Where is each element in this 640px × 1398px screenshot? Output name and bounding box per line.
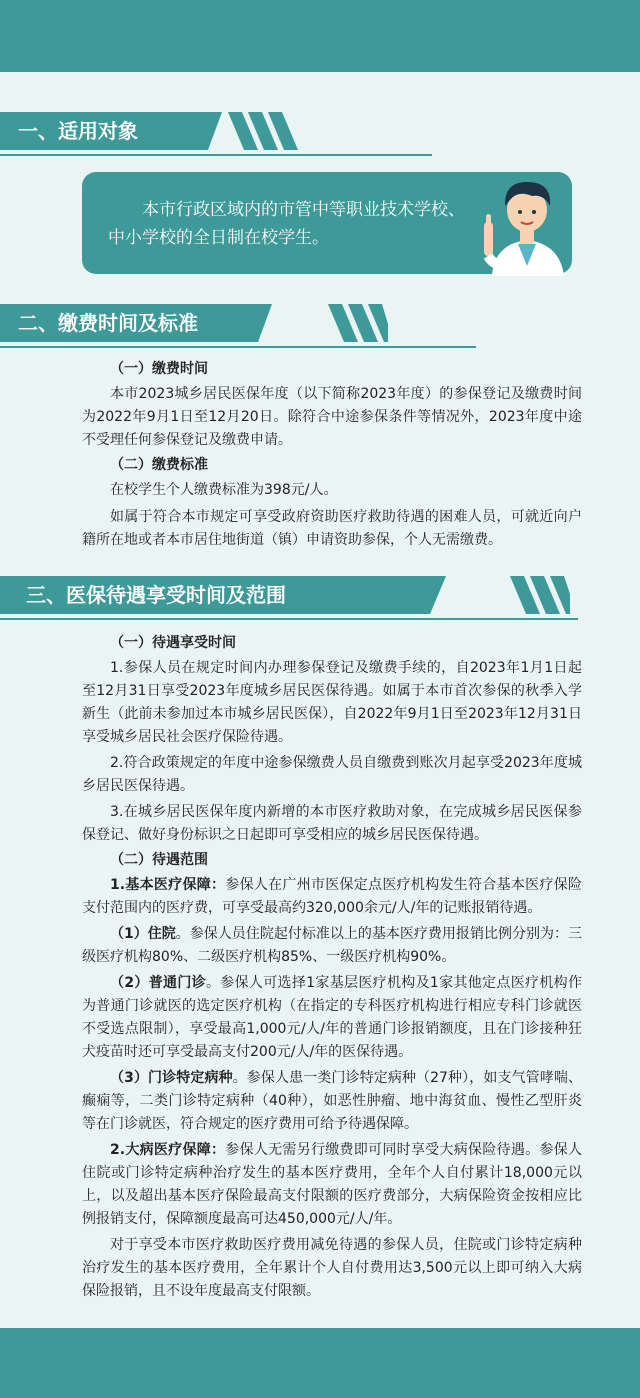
- lead-text: （3）门诊特定病种: [110, 1070, 233, 1086]
- section-2-content: [82, 358, 582, 552]
- section-2-header: [0, 304, 480, 348]
- lead-text: （2）普通门诊: [110, 975, 206, 991]
- paragraph: 在校学生个人缴费标准为398元/人。: [110, 482, 338, 498]
- section-1-underline: [0, 154, 432, 156]
- body-text: 参保人无需另行缴费即可同时享受大病保险待遇。参保人住院或门诊特定病种治疗发生的基本医疗费用，全年个人自付累计18,000元以上，以及超出基本医疗保险最高支付限额的医疗费部分，大病保险资金按相应比例报销支付，保障额度最高可达450,000元/人/年。: [82, 1142, 582, 1227]
- section-3-title: 三、医保待遇享受时间及范围: [0, 576, 420, 614]
- section-3-header: [0, 576, 580, 620]
- body-text: 。参保人员住院起付标准以上的基本医疗费用报销比例分别为：三级医疗机构80%、二级医疗机构85%、一级医疗机构90%。: [82, 926, 582, 965]
- lead-text: （1）住院: [110, 926, 176, 942]
- paragraph: 对于享受本市医疗救助医疗费用减免待遇的参保人员，住院或门诊特定病种治疗发生的基本医疗费用，全年累计个人自付费用达3,500元以上即可纳入大病保险报销，且不设年度最高支付限额。: [82, 1237, 582, 1299]
- paragraph: [82, 1139, 582, 1231]
- stripes-decoration: [248, 304, 388, 342]
- body-text: 。参保人可选择1家基层医疗机构及1家其他定点医疗机构作为普通门诊就医的选定医疗机构（在指定的专科医疗机构进行相应专科门诊就医不受选点限制），享受最高1,000元/人/年的普通门诊报销额度，且在门诊接种狂犬疫苗时还可享受最高支付200元/人/年的医保待遇。: [82, 975, 582, 1060]
- subheading: （一）缴费时间: [110, 361, 208, 377]
- stripes-decoration: [420, 576, 570, 614]
- subheading: （二）缴费标准: [110, 457, 208, 473]
- section-2-title: 二、缴费时间及标准: [0, 304, 248, 342]
- body-text: 。参保人患一类门诊特定病种（27种），如支气管哮喘、癫痫等，二类门诊特定病种（40种），如恶性肿瘤、地中海贫血、慢性乙型肝炎等在门诊就医，符合规定的医疗费用可给予待遇保障。: [82, 1070, 582, 1132]
- paragraph: [82, 1067, 582, 1136]
- section-1-header: [0, 112, 440, 156]
- stripes-decoration: [200, 112, 330, 150]
- section-3-underline: [0, 618, 578, 620]
- section-1-title: 一、适用对象: [0, 112, 200, 150]
- body-text: 参保人在广州市医保定点医疗机构发生符合基本医疗保险支付范围内的医疗费，可享受最高约320,000余元/人/年的记账报销待遇。: [82, 877, 582, 916]
- section-2-underline: [0, 346, 476, 348]
- paragraph: 本市2023城乡居民医保年度（以下简称2023年度）的参保登记及缴费时间为2022年9月1日至12月20日。除符合中途参保条件等情况外，2023年度中途不受理任何参保登记及缴费申请。: [82, 386, 582, 448]
- bottom-band: [0, 1328, 640, 1398]
- paragraph: 2.符合政策规定的年度中途参保缴费人员自缴费到账次月起享受2023年度城乡居民医保待遇。: [82, 755, 582, 794]
- intro-text: 本市行政区域内的市管中等职业技术学校、中小学校的全日制在校学生。: [108, 200, 465, 248]
- lead-text: 2.大病医疗保障：: [110, 1142, 226, 1158]
- subheading: （一）待遇享受时间: [110, 635, 236, 651]
- lead-text: 1.基本医疗保障：: [110, 877, 226, 893]
- top-band: [0, 0, 640, 72]
- paragraph: 3.在城乡居民医保年度内新增的本市医疗救助对象，在完成城乡居民医保参保登记、做好身份标识之日起即可享受相应的城乡居民医保待遇。: [82, 804, 582, 843]
- section-3-content: [82, 632, 582, 1303]
- paragraph: [82, 923, 582, 969]
- paragraph: [82, 972, 582, 1064]
- paragraph: [82, 874, 582, 920]
- paragraph: 如属于符合本市规定可享受政府资助医疗救助待遇的困难人员，可就近向户籍所在地或者本市居住地街道（镇）申请资助参保，个人无需缴费。: [82, 509, 582, 548]
- subheading: （二）待遇范围: [110, 852, 208, 868]
- doctor-illustration-icon: [474, 166, 580, 276]
- paragraph: 1.参保人员在规定时间内办理参保登记及缴费手续的，自2023年1月1日起至12月31日享受2023年度城乡居民医保待遇。如属于本市首次参保的秋季入学新生（此前未参加过本市城乡居民医保），自2022年9月1日至2023年12月31日享受城乡居民社会医疗保险待遇。: [82, 660, 582, 745]
